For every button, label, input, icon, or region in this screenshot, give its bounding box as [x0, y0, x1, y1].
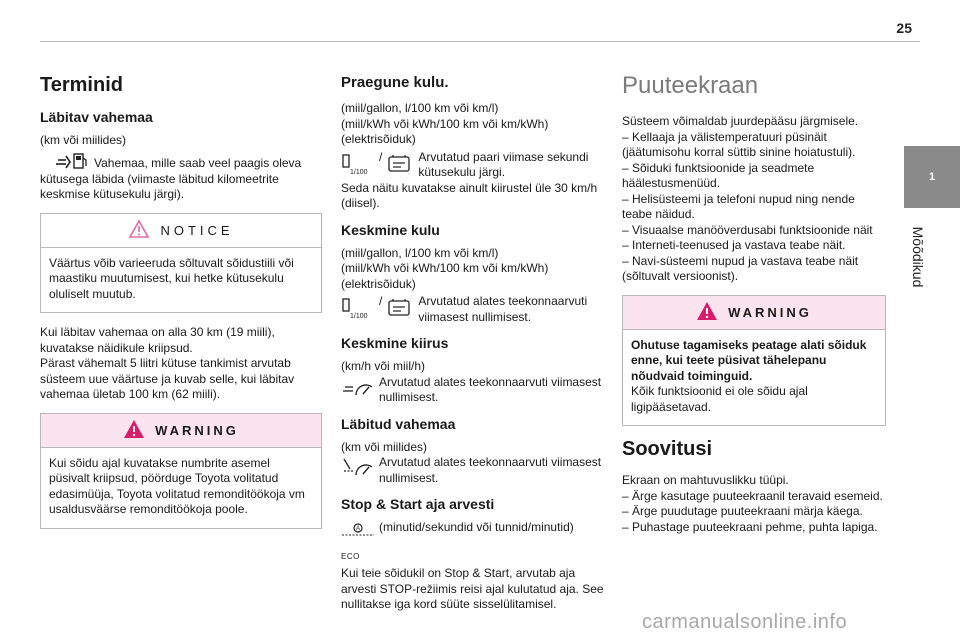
notice-text: Väärtus võib varieeruda sõltuvalt sõidustiili või maastiku muutumisest, kui hetke kütusekulu oluliselt muutub. [49, 255, 294, 301]
range-units: (km või miilides) [40, 133, 127, 147]
current-desc: Arvutatud paari viimase sekundi kütusekulu järgi. [418, 149, 589, 179]
heading-range: Läbitav vahemaa [40, 109, 153, 125]
warning-text: Kui sõidu ajal kuvatakse numbrite asemel püsivalt kriipsud, pöörduge Toyota volitatud edasimüüja, Toyota volitatud remonditöökoja vm usaldusväärse remonditöökoja poole. [49, 455, 305, 516]
section-title-terms: Terminid [40, 74, 123, 96]
notice-triangle-icon [128, 219, 150, 242]
tips-item: – Ärge kasutage puuteekraanil teravaid esemeid. [622, 488, 883, 503]
column-terms [40, 66, 322, 541]
tips-item: – Ärge puudutage puuteekraani märja käega. [622, 504, 863, 518]
range-desc: Vahemaa, mille saab veel paagis oleva kütusega läbida (viimaste läbitud kilomeetrite keskmise kütusekulu järgi). [40, 156, 302, 201]
warning-text: Kõik funktsioonid ei ole sõidu ajal ligipääsetavad. [631, 384, 808, 414]
para-dashes: Kui läbitav vahemaa on alla 30 km (19 miili), kuvatakse näidikule kriipsud. [40, 325, 275, 355]
touchscreen-item: – Navi-süsteemi nupud ja vastava teabe näit (sõltuvalt versioonist). [622, 253, 859, 283]
consumption-gauge-icon [341, 296, 375, 325]
column-touchscreen [622, 66, 886, 535]
electric-gauge-icon [386, 296, 414, 325]
section-title-touchscreen: Puuteekraan [622, 72, 759, 99]
warning-label: WARNING [155, 422, 239, 438]
heading-stopstart: Stop & Start aja arvesti [341, 496, 495, 512]
stopstart-desc: Kui teie sõidukil on Stop & Start, arvutab aja arvesti STOP-režiimis reisi ajal kulutatud aja. See nullitakse iga kord süüte sisselülitamisel. [341, 566, 604, 611]
svg-text:A: A [356, 526, 361, 532]
page-number: 25 [896, 20, 912, 36]
touchscreen-item: – Sõiduki funktsioonide ja seadmete häälestusmenüüd. [622, 160, 815, 190]
slash-separator: / [379, 294, 383, 308]
heading-distance: Läbitud vahemaa [341, 415, 456, 432]
touchscreen-item: – Helisüsteemi ja telefoni nupud ning nende teabe näidud. [622, 191, 855, 221]
distance-desc: Arvutatud alates teekonnaarvuti viimasest nullimisest. [379, 455, 602, 485]
section-title-tips: Soovitusi [622, 438, 713, 460]
average-desc: Arvutatud alates teekonnaarvuti viimasest nullimisest. [418, 294, 588, 324]
chapter-label: Mõõdikud [910, 226, 926, 288]
slash-separator: / [379, 149, 383, 164]
para-refuel: Pärast vähemalt 5 liitri kütuse tankimist arvutab süsteem uue väärtuse ja kuvab selle, kui läbitav vahemaa ületab 100 km (62 miili). [40, 356, 295, 401]
column-trip-values [341, 66, 605, 613]
average-units: (miil/gallon, l/100 km või km/l) (miil/kWh või kWh/100 km või km/kWh) (elektrisõiduk) [341, 245, 549, 291]
tips-intro: Ekraan on mahtuvuslikku tüüpi. [622, 473, 789, 487]
consumption-gauge-icon [341, 152, 375, 181]
warning-label: WARNING [728, 304, 812, 320]
tips-item: – Puhastage puuteekraani pehme, puhta lapiga. [622, 519, 878, 534]
touchscreen-item: – Interneti-teenused ja vastava teabe näit. [622, 238, 846, 252]
notice-label: NOTICE [160, 222, 234, 238]
watermark: carmanualsonline.info [642, 611, 848, 633]
stop-start-eco-icon [341, 522, 375, 564]
electric-gauge-icon [386, 152, 414, 181]
warning-triangle-icon [123, 419, 145, 442]
warning-triangle-icon [696, 301, 718, 324]
distance-units: (km või miilides) [341, 439, 428, 454]
touchscreen-intro: Süsteem võimaldab juurdepääsu järgmisele. [622, 114, 859, 128]
touchscreen-item: – Kellaaja ja välistemperatuuri püsinäit (jäätumisohu korral süttib sinine hoiatustuli). [622, 129, 856, 159]
current-note: Seda näitu kuvatakse ainult kiirustel üle 30 km/h (diisel). [341, 180, 598, 210]
current-units: (miil/gallon, l/100 km või km/l) (miil/kWh või kWh/100 km või km/kWh) (elektrisõiduk) [341, 101, 549, 146]
warning-box-range [40, 413, 322, 529]
svg-text:1/100: 1/100 [350, 313, 368, 320]
distance-icon [341, 457, 375, 484]
speed-units: (km/h või miil/h) [341, 359, 426, 373]
speedometer-icon [341, 377, 375, 404]
header-rule [40, 41, 920, 42]
touchscreen-item: – Visuaalse manööverdusabi funktsioonide näit [622, 222, 873, 237]
notice-box [40, 213, 322, 314]
speed-desc: Arvutatud alates teekonnaarvuti viimasest nullimisest. [379, 374, 602, 404]
svg-text:1/100: 1/100 [350, 168, 368, 176]
warning-bold-text: Ohutuse tagamiseks peatage alati sõiduk enne, kui teete püsivat tähelepanu nõudvaid toiminguid. [631, 337, 867, 383]
heading-speed: Keskmine kiirus [341, 335, 449, 351]
warning-box-touchscreen [622, 295, 886, 427]
chapter-tab[interactable]: 1 [904, 146, 960, 208]
stopstart-units: (minutid/sekundid või tunnid/minutid) [379, 520, 574, 534]
eco-label: ECO [341, 551, 360, 561]
heading-average: Keskmine kulu [341, 221, 440, 238]
heading-current: Praegune kulu. [341, 74, 449, 91]
